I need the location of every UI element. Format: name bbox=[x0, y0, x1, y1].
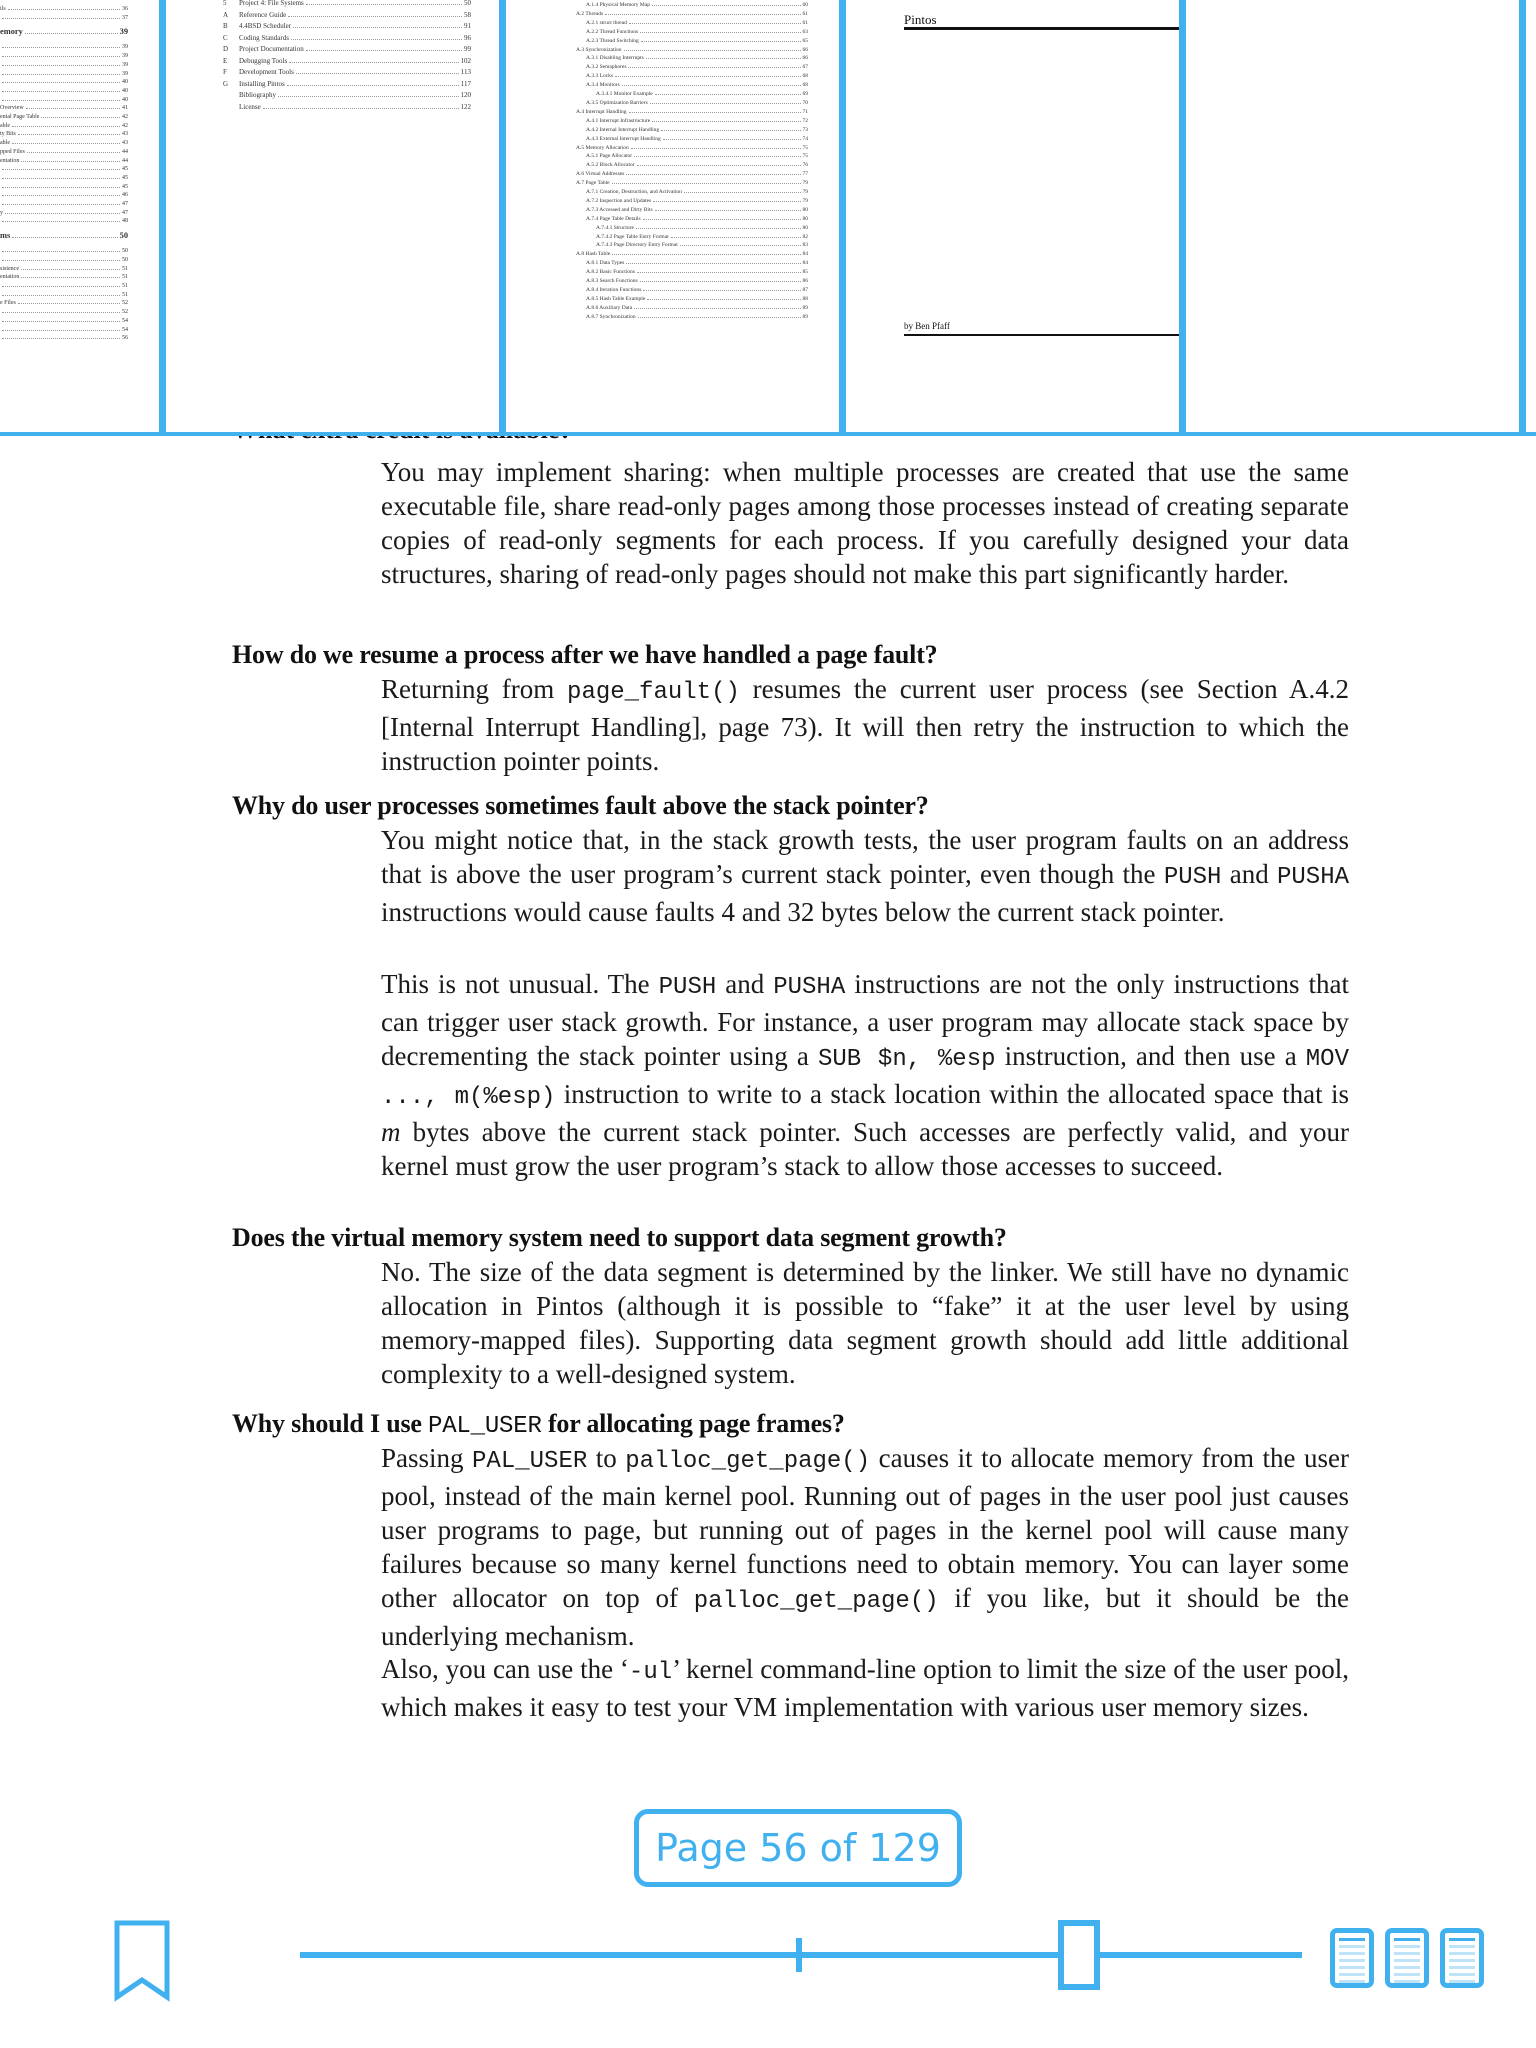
toc-row: A.2.2 Thread Functions 63 bbox=[586, 28, 808, 35]
cover-author-rule bbox=[904, 334, 1179, 336]
toc-row: G Installing Pintos 117 bbox=[223, 79, 471, 88]
toc-row: A.7.4.2 Page Table Entry Format 82 bbox=[596, 233, 808, 240]
toc-row: 54 bbox=[0, 317, 128, 326]
toc-row: 39 bbox=[0, 61, 128, 70]
page-grid-icon bbox=[1330, 1928, 1374, 1988]
page-grid-icon bbox=[1385, 1928, 1429, 1988]
toc-row: 40 bbox=[0, 87, 128, 96]
answer-pal-user-2: Also, you can use the ‘-ul’ kernel command-line option to limit the size of the user pool, which makes it easy to test your VM implementation with various user memory sizes. bbox=[381, 1654, 1349, 1722]
cover-author: by Ben Pfaff bbox=[904, 321, 950, 331]
page-grid-icon bbox=[1440, 1928, 1484, 1988]
toc-row: e Files 52 bbox=[0, 300, 128, 307]
answer-resume-process: Returning from page_fault() resumes the current user process (see Section A.4.2 [Internal Interrupt Handling], page 73). It will then retry the instruction to which the instruction pointer points. bbox=[381, 674, 1349, 776]
cover-title: Pintos bbox=[904, 12, 937, 27]
toc-row: Overview 41 bbox=[0, 105, 128, 112]
toc-row: C Coding Standards 96 bbox=[223, 33, 471, 42]
toc-row: 39 bbox=[0, 43, 128, 52]
toc-main-list bbox=[223, 0, 471, 113]
toc-row: D Project Documentation 99 bbox=[223, 45, 471, 53]
toc-row: emory 39 bbox=[0, 27, 128, 37]
toc-row: pped Files 44 bbox=[0, 148, 128, 155]
toc-row: A.7.2 Inspection and Updates 79 bbox=[586, 197, 808, 204]
toc-row: A.8 Hash Table 84 bbox=[576, 251, 808, 258]
toc-row: 54 bbox=[0, 326, 128, 335]
question-data-segment: Does the virtual memory system need to support data segment growth? bbox=[232, 1223, 1007, 1252]
toc-row: A.7.4.1 Structure 80 bbox=[596, 224, 808, 231]
toc-row: A.5.2 Block Allocator 76 bbox=[586, 162, 808, 169]
toc-row: entation 44 bbox=[0, 157, 128, 164]
toc-row: A.7.1 Creation, Destruction, and Activation 79 bbox=[586, 189, 808, 196]
toc-row: entation 51 bbox=[0, 274, 128, 281]
toc-row: A.4.2 Internal Interrupt Handling 73 bbox=[586, 126, 808, 133]
toc-row: F Development Tools 113 bbox=[223, 68, 471, 76]
thumbnail-page-cover[interactable] bbox=[846, 0, 1179, 432]
toc-row: A.8.5 Hash Table Example 88 bbox=[586, 295, 808, 302]
thumbnail-page-toc-main[interactable] bbox=[166, 0, 499, 432]
question-pal-user: Why should I use PAL_USER for allocating page frames? bbox=[232, 1409, 845, 1440]
toc-row: A.2.1 struct thread 61 bbox=[586, 19, 808, 26]
toc-row: A.8.6 Auxiliary Data 89 bbox=[586, 304, 808, 311]
toc-left-list bbox=[0, 5, 128, 343]
toc-row: able 43 bbox=[0, 140, 128, 147]
page-grid-button[interactable] bbox=[1330, 1928, 1484, 1988]
toc-row: A.2.3 Thread Switching 65 bbox=[586, 37, 808, 44]
toc-row: 37 bbox=[0, 14, 128, 23]
toc-row: ental Page Table 42 bbox=[0, 114, 128, 121]
toc-row: ty Bits 43 bbox=[0, 131, 128, 138]
toc-row: A.8.7 Synchronization 89 bbox=[586, 313, 808, 320]
toc-row: 48 bbox=[0, 217, 128, 226]
cover-title-rule bbox=[904, 27, 1179, 30]
toc-row: 39 bbox=[0, 70, 128, 79]
toc-row: A.8.3 Search Functions 86 bbox=[586, 278, 808, 285]
toc-row: 40 bbox=[0, 78, 128, 87]
answer-fault-above-sp-2: This is not unusual. The PUSH and PUSHA instructions are not the only instructions that can trigger user stack growth. For instance, a user program may allocate stack space by decrementing the stack pointer using a SUB $n, %esp instruction, and then use a MOV ..., m(%esp) instruction to write to a stack location within the allocated space that is m bytes above the current stack pointer. Such accesses are perfectly valid, and your kernel must grow the user program’s stack to allow those accesses to succeed. bbox=[381, 969, 1349, 1181]
answer-pal-user-1: Passing PAL_USER to palloc_get_page() causes it to allocate memory from the user pool, instead of the main kernel pool. Running out of pages in the user pool just causes user programs to page, but running out of pages in the kernel pool will cause many failures because so many kernel functions need to obtain memory. You can layer some other allocator on top of palloc_get_page() if you like, but it should be the underlying mechanism. bbox=[381, 1443, 1350, 1651]
toc-row: 51 bbox=[0, 282, 128, 291]
toc-row: A.3.2 Semaphores 67 bbox=[586, 64, 808, 71]
thumbnail-page-blank[interactable] bbox=[1186, 0, 1519, 432]
toc-row: A.5.1 Page Allocator 75 bbox=[586, 153, 808, 160]
toc-row: Bibliography 120 bbox=[239, 91, 471, 99]
toc-row: A.3.3 Locks 68 bbox=[586, 73, 808, 80]
thumbnail-page-toc-appendix[interactable] bbox=[506, 0, 839, 432]
toc-row: A.5 Memory Allocation 75 bbox=[576, 144, 808, 151]
toc-row: 45 bbox=[0, 183, 128, 192]
toc-row: 5 Project 4: File Systems 50 bbox=[223, 0, 471, 7]
toc-row: A.4.3 External Interrupt Handling 74 bbox=[586, 135, 808, 142]
toc-row: A.7 Page Table 79 bbox=[576, 180, 808, 187]
toc-row: 51 bbox=[0, 291, 128, 300]
toc-row: A.3.1 Disabling Interrupts 66 bbox=[586, 55, 808, 62]
toc-row: sistence 51 bbox=[0, 265, 128, 272]
toc-row: 50 bbox=[0, 256, 128, 265]
answer-extra-credit: You may implement sharing: when multiple processes are created that use the same executable file, share read-only pages among those processes instead of creating separate copies of read-only segments for each process. If you carefully designed your data structures, sharing of read-only pages should not make this part significantly harder. bbox=[381, 457, 1349, 589]
toc-row: A.4.1 Interrupt Infrastructure 72 bbox=[586, 117, 808, 124]
toc-row: 45 bbox=[0, 165, 128, 174]
toc-row: A.6 Virtual Addresses 77 bbox=[576, 171, 808, 178]
toc-row: A.7.4.3 Page Directory Entry Format 83 bbox=[596, 242, 808, 249]
toc-row: A.1.4 Physical Memory Map 60 bbox=[586, 2, 808, 8]
toc-row: able 42 bbox=[0, 122, 128, 129]
answer-data-segment: No. The size of the data segment is determined by the linker. We still have no dynamic allocation in Pintos (although it is possible to “fake” it at the user level by using memory-mapped files). Supporting data segment growth should add little additional complexity to a well-designed system. bbox=[381, 1257, 1349, 1389]
toc-row: 39 bbox=[0, 52, 128, 61]
toc-row: B 4.4BSD Scheduler 91 bbox=[223, 22, 471, 30]
toc-row: y 47 bbox=[0, 209, 128, 216]
toc-row: 45 bbox=[0, 174, 128, 183]
toc-row: 40 bbox=[0, 96, 128, 105]
question-fault-above-sp: Why do user processes sometimes fault above the stack pointer? bbox=[232, 791, 929, 820]
toc-appendix-list bbox=[576, 1, 808, 322]
question-resume-process: How do we resume a process after we have handled a page fault? bbox=[232, 640, 938, 669]
toc-row: 46 bbox=[0, 191, 128, 200]
toc-row: A.4 Interrupt Handling 71 bbox=[576, 108, 808, 115]
thumbnail-page-toc-left[interactable] bbox=[0, 0, 159, 432]
page-scrubber-thumb[interactable] bbox=[1058, 1920, 1100, 1990]
bookmark-icon[interactable] bbox=[114, 1920, 170, 2000]
toc-row: License 122 bbox=[239, 102, 471, 111]
thumbnail-strip[interactable] bbox=[0, 0, 1536, 436]
page-scrubber-marker bbox=[796, 1938, 802, 1972]
toc-row: A.7.4 Page Table Details 80 bbox=[586, 215, 808, 222]
toc-row: A.3.5 Optimization Barriers 70 bbox=[586, 99, 808, 106]
toc-row: 47 bbox=[0, 200, 128, 209]
toc-row: A.8.2 Basic Functions 85 bbox=[586, 269, 808, 276]
answer-fault-above-sp-1: You might notice that, in the stack growth tests, the user program faults on an address that is above the user program’s current stack pointer, even though the PUSH and PUSHA instructions would cause faults 4 and 32 bytes below the current stack pointer. bbox=[381, 825, 1350, 927]
page-indicator: Page 56 of 129 bbox=[634, 1809, 962, 1887]
toc-row: A.7.3 Accessed and Dirty Bits 80 bbox=[586, 206, 808, 213]
toc-row: 52 bbox=[0, 308, 128, 317]
toc-row: 50 bbox=[0, 247, 128, 256]
code-page-fault: page_fault() bbox=[567, 679, 740, 706]
toc-row: 56 bbox=[0, 334, 128, 343]
toc-row: E Debugging Tools 102 bbox=[223, 56, 471, 65]
toc-row: ms 50 bbox=[0, 231, 128, 241]
toc-row: A.8.4 Iteration Functions 87 bbox=[586, 287, 808, 293]
toc-row: A.3.4 Monitors 68 bbox=[586, 82, 808, 89]
toc-row: A.8.1 Data Types 84 bbox=[586, 260, 808, 267]
toc-row: ils 36 bbox=[0, 6, 128, 12]
toc-row: A Reference Guide 58 bbox=[223, 10, 471, 19]
toc-row: A.3.4.1 Monitor Example 69 bbox=[596, 91, 808, 98]
toc-row: A.3 Synchronization 66 bbox=[576, 46, 808, 53]
thumbnail-page-next[interactable] bbox=[1526, 0, 1536, 432]
toc-row: A.2 Threads 61 bbox=[576, 10, 808, 17]
